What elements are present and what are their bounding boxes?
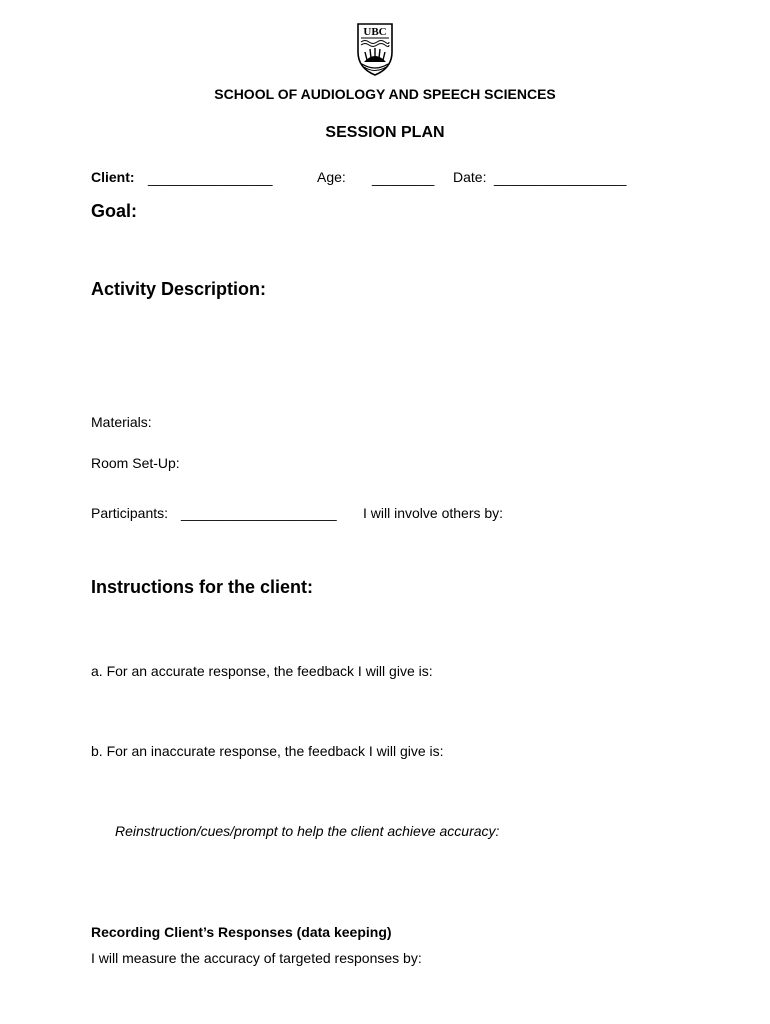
date-field[interactable]: _________________ (494, 170, 627, 186)
page-title: SESSION PLAN (325, 124, 445, 141)
date-label: Date: (453, 169, 487, 185)
age-field[interactable]: ________ (372, 170, 435, 186)
reinstruction-prompt: Reinstruction/cues/prompt to help the client achieve accuracy: (115, 823, 500, 839)
recording-heading: Recording Client’s Responses (data keeping) (91, 924, 392, 940)
materials-label: Materials: (91, 414, 152, 430)
room-setup-label: Room Set-Up: (91, 455, 180, 471)
instructions-heading: Instructions for the client: (91, 577, 314, 597)
age-label: Age: (317, 169, 346, 185)
goal-heading: Goal: (91, 201, 138, 221)
logo-text: UBC (363, 26, 387, 38)
participants-label: Participants: (91, 505, 169, 521)
ubc-crest-icon (356, 22, 394, 76)
measure-accuracy-text: I will measure the accuracy of targeted responses by: (91, 950, 422, 966)
institution-name: SCHOOL OF AUDIOLOGY AND SPEECH SCIENCES (214, 86, 556, 102)
activity-heading: Activity Description: (91, 279, 267, 299)
client-field[interactable]: ________________ (148, 170, 273, 186)
accurate-feedback-item: a. For an accurate response, the feedback I will give is: (91, 663, 433, 679)
inaccurate-feedback-item: b. For an inaccurate response, the feedback I will give is: (91, 743, 444, 759)
participants-field[interactable]: ____________________ (181, 505, 337, 521)
involve-others-label: I will involve others by: (363, 505, 504, 521)
client-label: Client: (91, 169, 135, 185)
